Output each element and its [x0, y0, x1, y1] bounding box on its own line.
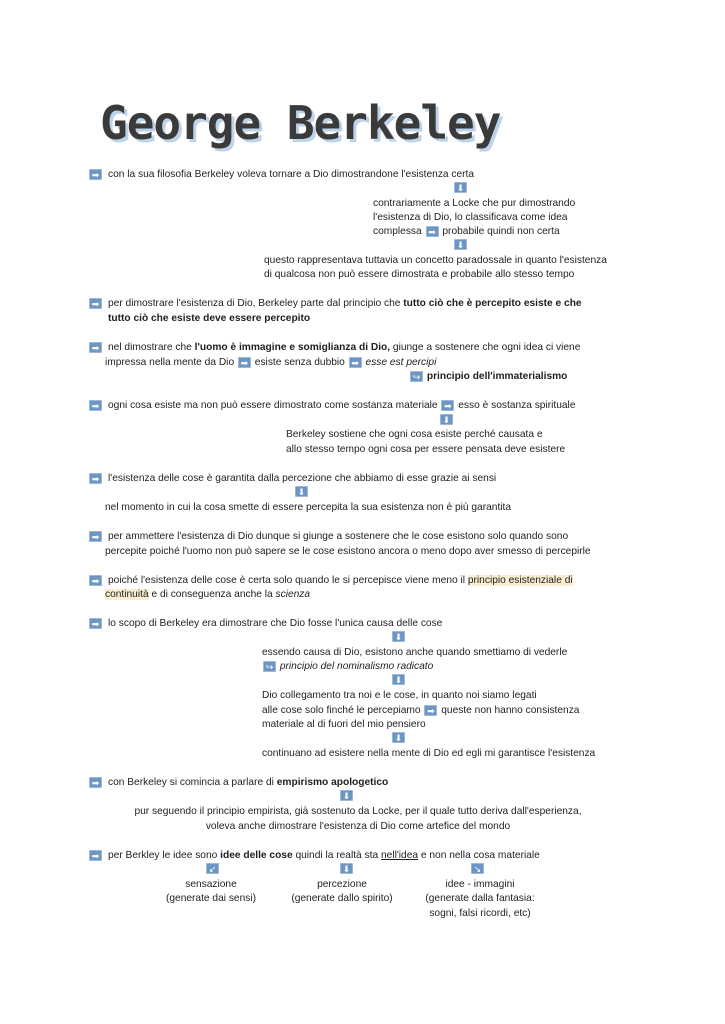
column-heading-idee-immagini: idee - immagini — [445, 879, 515, 890]
text-line: alle cose solo finché le percepiamo ➡ queste non hanno consistenza — [262, 705, 580, 716]
bullet-line: ➡ lo scopo di Berkeley era dimostrare che Dio fosse l'unica causa delle cose — [88, 617, 442, 630]
arrow-right-icon: ➡ — [426, 226, 439, 237]
arrow-right-icon: ➡ — [89, 850, 102, 861]
text-line: essendo causa di Dio, esistono anche quando smettiamo di vederle — [262, 647, 568, 658]
return-arrow-icon: ↪ — [263, 661, 276, 672]
arrow-down-icon: ⬇ — [392, 631, 405, 642]
bullet-line: ➡ nel dimostrare che l'uomo è immagine e somiglianza di Dio, giunge a sostenere che ogni idea ci viene — [88, 341, 580, 354]
arrow-down-left-icon: ↙ — [206, 863, 219, 874]
arrow-right-icon: ➡ — [89, 618, 102, 629]
arrow-right-icon: ➡ — [89, 169, 102, 180]
text-line: percepite poiché l'uomo non può sapere se le cose esistono ancora o meno dopo aver smesso di percepirle — [105, 546, 591, 557]
column-heading-sensazione: sensazione — [185, 879, 237, 890]
column-note: (generate dalla fantasia: — [425, 893, 535, 904]
bullet-line: ➡ per ammettere l'esistenza di Dio dunque si giunge a sostenere che le cose esistono solo quando sono — [88, 530, 568, 543]
text-line: tutto ciò che esiste deve essere percepito — [108, 313, 311, 324]
text-line: ↪ principio dell'immaterialismo — [409, 370, 567, 383]
bullet-line: ➡ ogni cosa esiste ma non può essere dimostrato come sostanza materiale ➡ esso è sostanza spirituale — [88, 399, 576, 412]
column-heading-percezione: percezione — [317, 879, 367, 890]
bullet-line: ➡ con Berkeley si comincia a parlare di empirismo apologetico — [88, 776, 388, 789]
arrow-right-icon: ➡ — [424, 705, 437, 716]
arrow-right-icon: ➡ — [89, 342, 102, 353]
text-line: ↪ principio del nominalismo radicato — [262, 660, 433, 673]
highlighted-text: principio esistenziale di — [467, 575, 573, 586]
text-line: Dio collegamento tra noi e le cose, in quanto noi siamo legati — [262, 690, 537, 701]
arrow-down-icon: ⬇ — [454, 239, 467, 250]
return-arrow-icon: ↪ — [410, 371, 423, 382]
arrow-right-icon: ➡ — [238, 357, 251, 368]
arrow-down-icon: ⬇ — [392, 732, 405, 743]
text-line: contrariamente a Locke che pur dimostrando — [373, 198, 576, 209]
text-line: l'esistenza di Dio, lo classificava come idea — [373, 212, 568, 223]
text-line: complessa ➡ probabile quindi non certa — [373, 226, 560, 237]
text-line: di qualcosa non può essere dimostrata e probabile allo stesso tempo — [264, 269, 575, 280]
bullet-line: ➡ per Berkley le idee sono idee delle cose quindi la realtà sta nell'idea e non nella cosa materiale — [88, 849, 540, 862]
arrow-right-icon: ➡ — [349, 357, 362, 368]
text-line: pur seguendo il principio empirista, già sostenuto da Locke, per il quale tutto deriva dall'esperienza, — [134, 806, 582, 817]
arrow-right-icon: ➡ — [89, 575, 102, 586]
column-note: (generate dai sensi) — [165, 893, 257, 904]
arrow-right-icon: ➡ — [441, 400, 454, 411]
column-note: (generate dallo spirito) — [291, 893, 393, 904]
bullet-line: ➡ con la sua filosofia Berkeley voleva tornare a Dio dimostrandone l'esistenza certa — [88, 168, 474, 181]
arrow-down-icon: ⬇ — [392, 674, 405, 685]
column-note: sogni, falsi ricordi, etc) — [429, 908, 531, 919]
arrow-down-icon: ⬇ — [295, 486, 308, 497]
bullet-line: ➡ per dimostrare l'esistenza di Dio, Berkeley parte dal principio che tutto ciò che è percepito esiste e che — [88, 297, 582, 310]
arrow-right-icon: ➡ — [89, 473, 102, 484]
arrow-down-icon: ⬇ — [454, 182, 467, 193]
arrow-down-icon: ⬇ — [340, 863, 353, 874]
arrow-down-icon: ⬇ — [440, 414, 453, 425]
text-line: questo rappresentava tuttavia un concetto paradossale in quanto l'esistenza — [264, 255, 607, 266]
highlighted-text: continuità — [105, 589, 149, 600]
bullet-line: ➡ l'esistenza delle cose è garantita dalla percezione che abbiamo di esse grazie ai sensi — [88, 472, 496, 485]
arrow-right-icon: ➡ — [89, 531, 102, 542]
text-line: materiale al di fuori del mio pensiero — [262, 719, 426, 730]
bullet-line: ➡ poiché l'esistenza delle cose è certa solo quando le si percepisce viene meno il principio esistenziale di — [88, 574, 573, 587]
page-title: George Berkeley — [100, 96, 501, 150]
arrow-down-icon: ⬇ — [340, 790, 353, 801]
arrow-right-icon: ➡ — [89, 400, 102, 411]
text-line: Berkeley sostiene che ogni cosa esiste perché causata e — [286, 429, 543, 440]
arrow-right-icon: ➡ — [89, 777, 102, 788]
text-line: continuano ad esistere nella mente di Dio ed egli mi garantisce l'esistenza — [262, 748, 596, 759]
text-line: allo stesso tempo ogni cosa per essere pensata deve esistere — [286, 444, 566, 455]
arrow-down-right-icon: ↘ — [471, 863, 484, 874]
text-line: voleva anche dimostrare l'esistenza di Dio come artefice del mondo — [205, 821, 511, 832]
text-line: impressa nella mente da Dio ➡ esiste senza dubbio ➡ esse est percipi — [105, 357, 437, 368]
text-line: continuità e di conseguenza anche la scienza — [105, 589, 311, 600]
arrow-right-icon: ➡ — [89, 298, 102, 309]
text-line: nel momento in cui la cosa smette di essere percepita la sua esistenza non è più garantita — [105, 502, 512, 513]
